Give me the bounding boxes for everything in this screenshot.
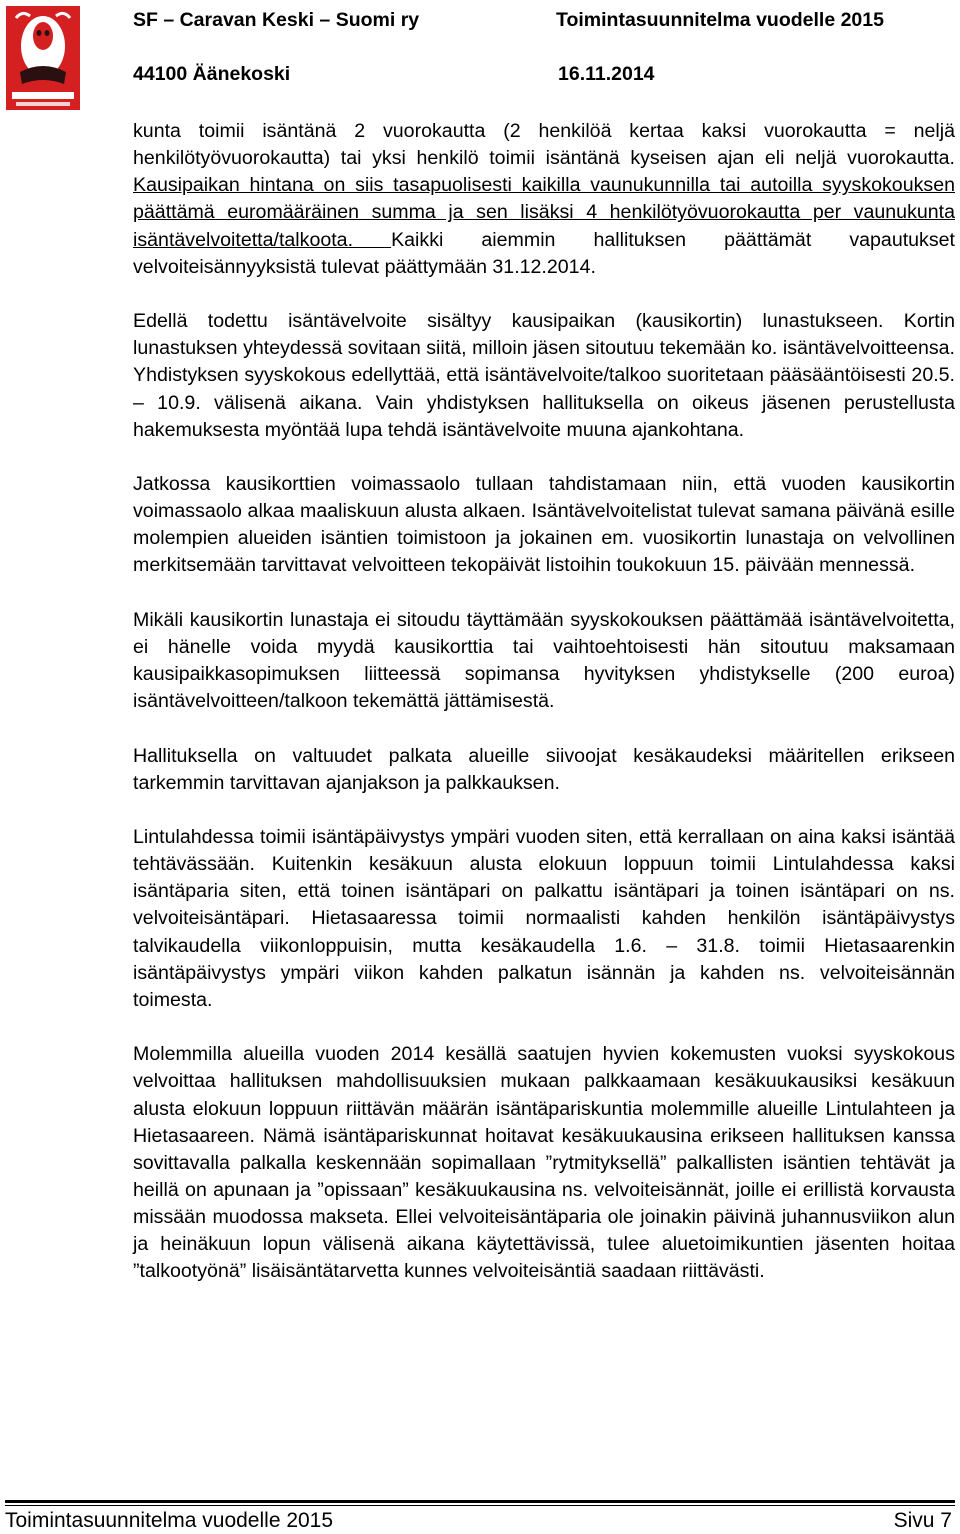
caravan-logo-icon — [6, 6, 80, 110]
footer-divider — [5, 1500, 955, 1503]
footer-divider-thin — [5, 1505, 955, 1506]
document-body — [133, 118, 955, 1286]
header-postal-city: 44100 Äänekoski — [133, 63, 291, 85]
paragraph-1-end: Kaikki aiemmin hallituksen päättämät vapautukset velvoiteisännyyksistä tulevat päättymään 31.12.2014. — [133, 228, 955, 278]
paragraph-2: Edellä todettu isäntävelvoite sisältyy kausipaikan (kausikortin) lunastukseen. Kortin lunastuksen yhteydessä sovitaan siitä, milloin jäsen sitoutuu tekemään ko. isäntävelvoitteensa. Yhdistyksen syyskokous edellyttää, että isäntävelvoite/talkoo suoritetaan pääsääntöisesti 20.5. – 10.9. välisenä aikana. Vain yhdistyksen hallituksella on oikeus jäsenen perustellusta hakemuksesta myöntää lupa tehdä isäntävelvoite muuna ajankohtana. — [133, 310, 955, 441]
association-logo — [6, 6, 80, 110]
paragraph-1-underlined: Kausipaikan hintana on siis tasapuolisesti kaikilla vaunukunnilla tai autoilla syyskokouksen päättämä euromääräinen summa ja sen lisäksi 4 henkilötyövuorokautta per vaunukunta isäntävelvoitetta/talkoota. — [133, 174, 955, 251]
header-plan-title: Toimintasuunnitelma vuodelle 2015 — [556, 9, 884, 31]
paragraph-7: Molemmilla alueilla vuoden 2014 kesällä saatujen hyvien kokemusten vuoksi syyskokous velvoittaa hallituksen mahdollisuuksien mukaan palkkaamaan kesäkuukausiksi kesäkuun alusta elokuun loppuun riittävän määrän isäntäpariskuntia molemmille alueille Lintulahteen ja Hietasaareen. Nämä isäntäpariskunnat hoitavat kesäkuukausina erikseen hallituksen kanssa sovittavalla palkalla keskennään sopimallaan ”rytmityksellä” palkallisten isäntien tehtävät ja heillä on apunaan ja ”opissaan” kesäkuukausina ns. velvoiteisännät, joille ei erillistä korvausta missään muodossa makseta. Ellei velvoiteisäntäparia ole joinakin päivinä juhannusviikon alun ja heinäkuun lopun välisenä aikana käytettävissä, tulee aluetoimikuntien jäsenten hoitaa ”talkootyönä” lisäisäntätarvetta kunnes velvoiteisäntiä saadaan riittävästi. — [133, 1043, 955, 1283]
header-organization: SF – Caravan Keski – Suomi ry — [133, 9, 420, 31]
paragraph-6: Lintulahdessa toimii isäntäpäivystys ympäri vuoden siten, että kerrallaan on aina kaksi isäntää tehtävässään. Kuitenkin kesäkuun alusta elokuun loppuun toimii Lintulahdessa kaksi isäntäparia siten, että toinen isäntäpari on palkattu isäntäpari ja toinen isäntäpari on ns. velvoiteisäntäpari. Hietasaaressa toimii normaalisti kahden henkilön isäntäpäivystys talvikaudella viikonloppuisin, mutta kesäkaudella 1.6. – 31.8. toimii Hietasaarenkin isäntäpäivystys ympäri viikon kahden palkatun isännän ja kahden ns. velvoiteisännän toimesta. — [133, 825, 955, 1011]
header-date: 16.11.2014 — [558, 63, 655, 85]
paragraph-1 — [133, 118, 955, 281]
paragraph-3: Jatkossa kausikorttien voimassaolo tullaan tahdistamaan niin, että vuoden kausikortin voimassaolo alkaa maaliskuun alusta alkaen. Isäntävelvoitelistat tulevat samana päivänä esille molempien alueiden isäntien toimistoon ja jokainen em. vuosikortin lunastaja on velvollinen merkitsemään tarvittavat velvoitteen tekopäivät listoihin toukokuun 15. päivään mennessä. — [133, 473, 955, 577]
footer-page-number: Sivu 7 — [893, 1509, 952, 1532]
paragraph-4: Mikäli kausikortin lunastaja ei sitoudu täyttämään syyskokouksen päättämää isäntävelvoitetta, ei hänelle voida myydä kausikorttia tai vaihtoehtoisesti hän sitoutuu maksamaan kausipaikkasopimuksen liitteessä sopimansa hyvityksen yhdistykselle (200 euroa) isäntävelvoitteen/talkoon tekemättä jättämisestä. — [133, 608, 955, 713]
paragraph-1-start: kunta toimii isäntänä 2 vuorokautta (2 henkilöä kertaa kaksi vuorokautta = neljä henkilötyövuorokautta) tai yksi henkilö toimii isäntänä kyseisen ajan eli neljä vuorokautta. — [133, 120, 955, 170]
paragraph-5: Hallituksella on valtuudet palkata alueille siivoojat kesäkaudeksi määritellen erikseen tarkemmin tarvittavan ajanjakson ja palkkauksen. — [133, 744, 955, 794]
footer-plan-title: Toimintasuunnitelma vuodelle 2015 — [5, 1509, 334, 1532]
